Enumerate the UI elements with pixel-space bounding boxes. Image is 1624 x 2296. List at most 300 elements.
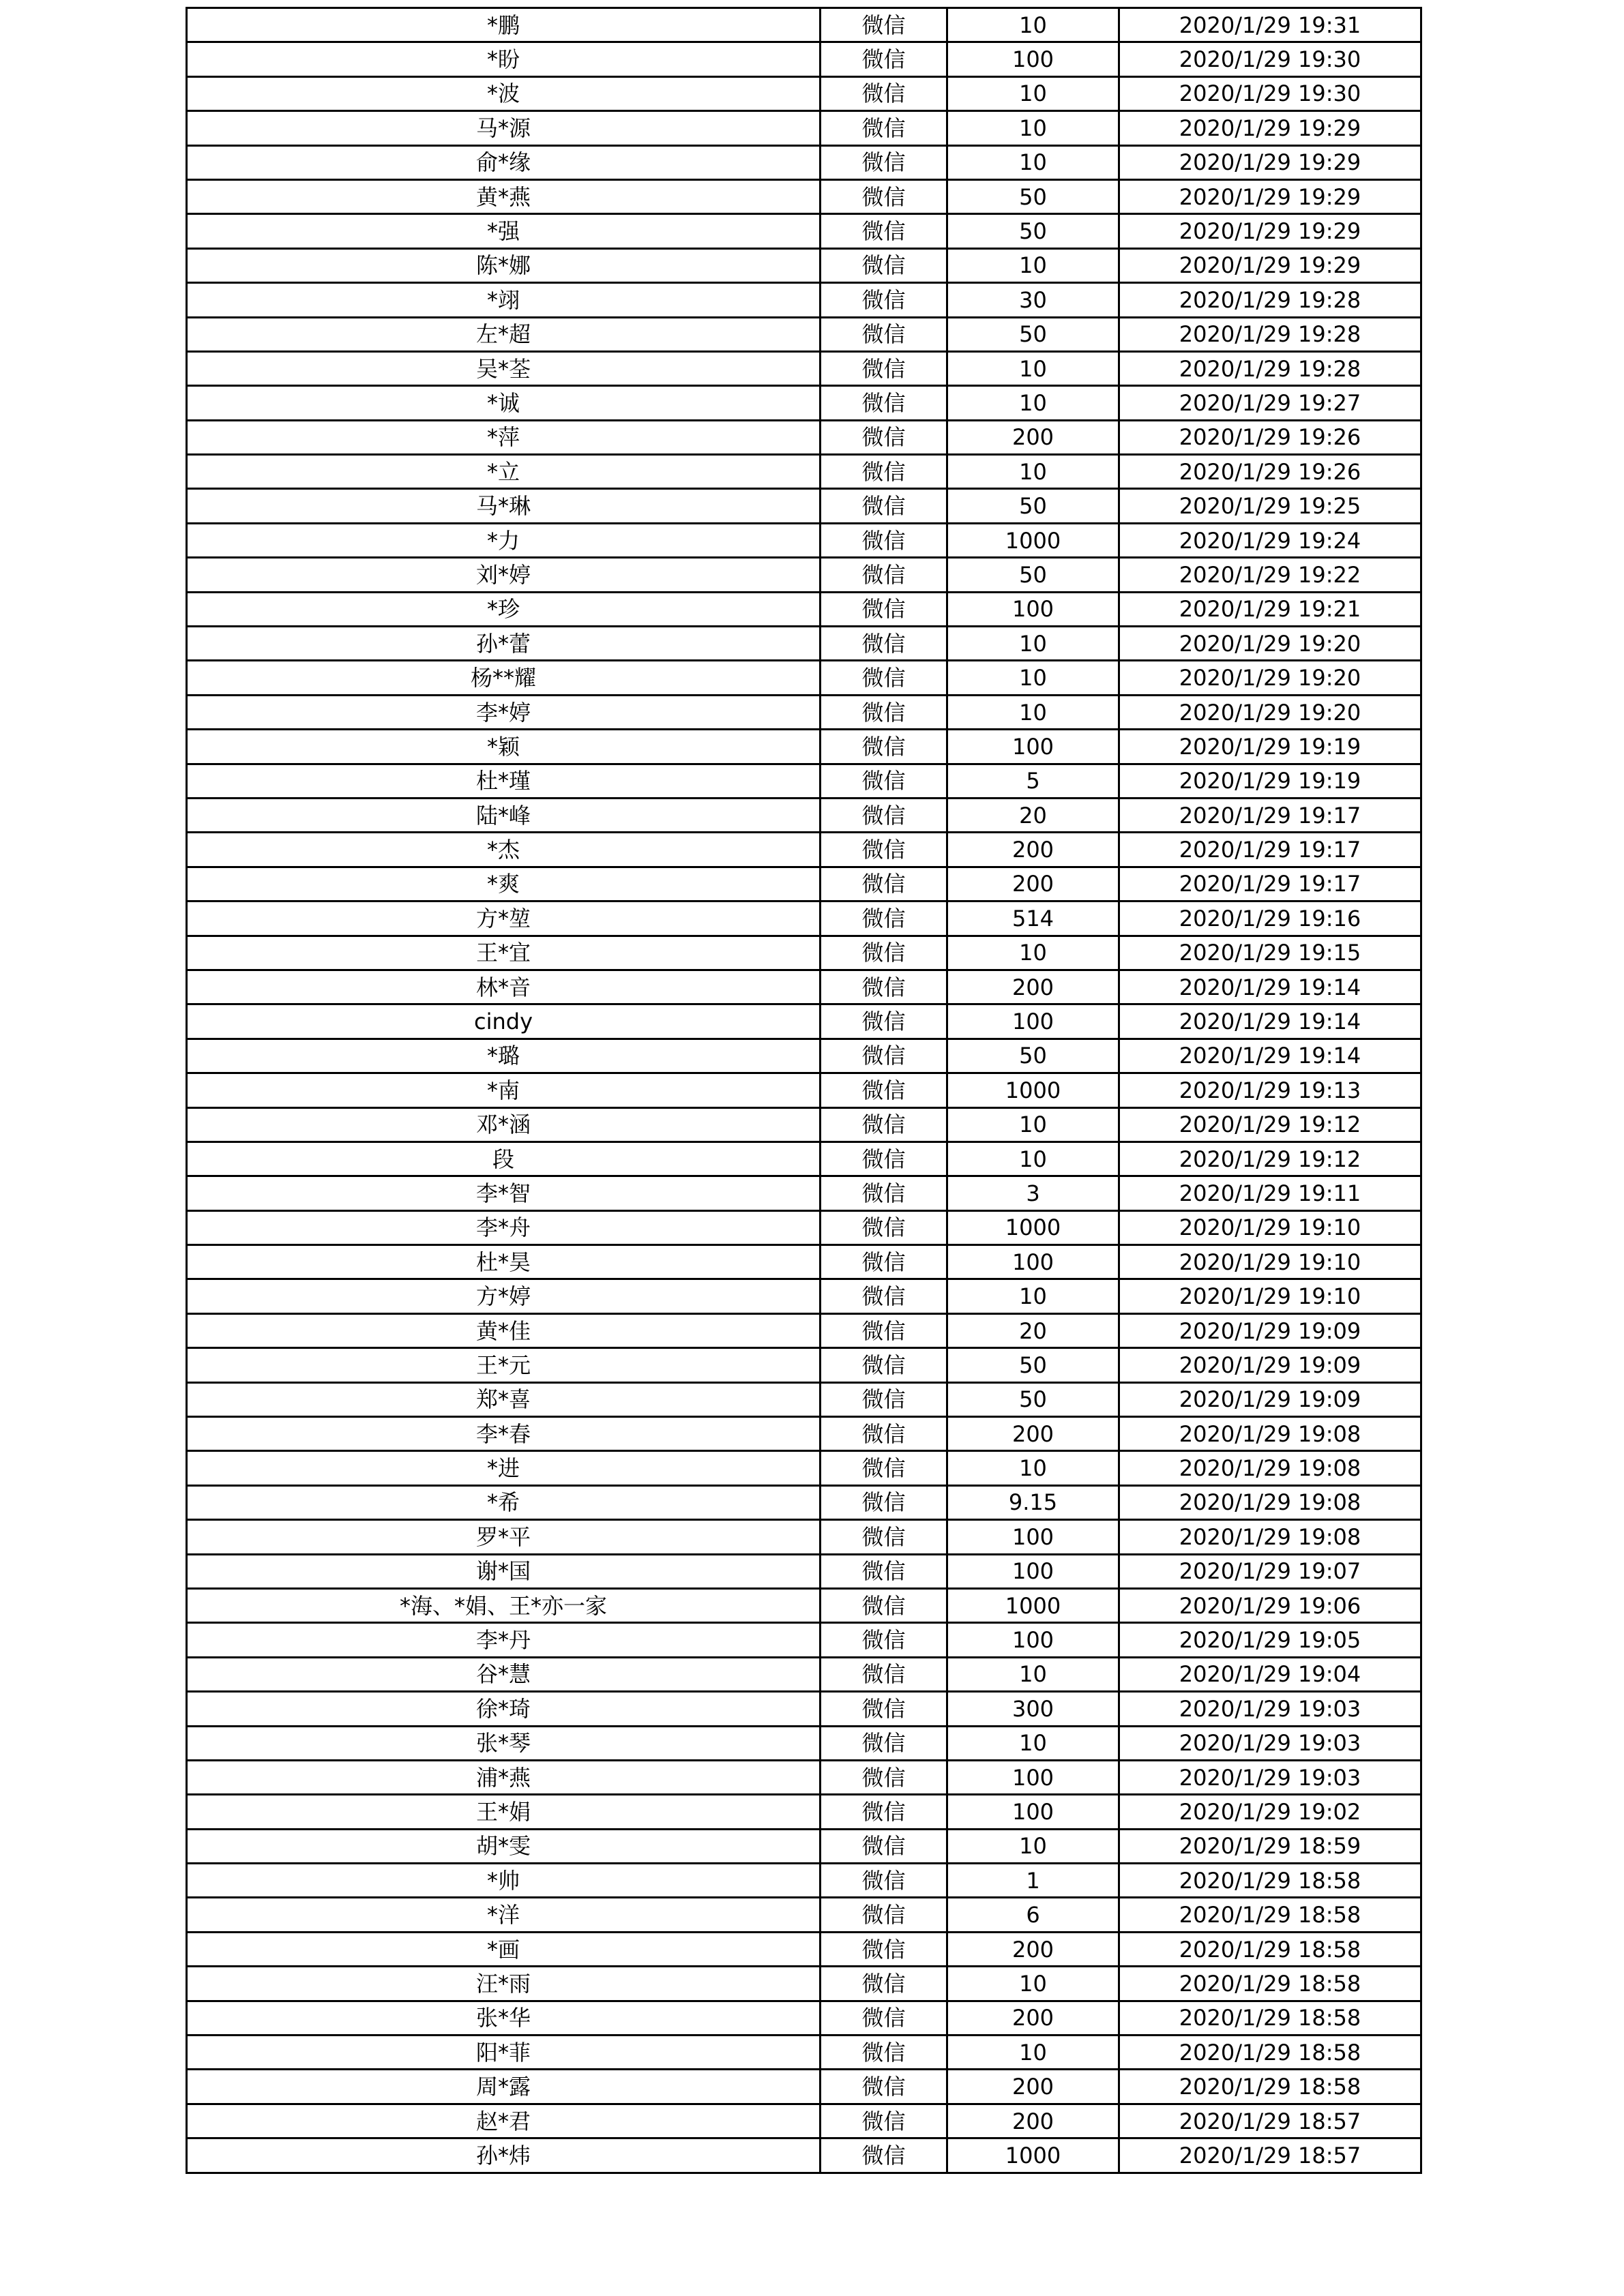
donor-name-cell: 阳*菲 bbox=[187, 2036, 821, 2070]
payment-method-cell: 微信 bbox=[821, 1932, 947, 1966]
table-row bbox=[187, 1657, 1421, 1691]
donor-name-cell: *希 bbox=[187, 1485, 821, 1519]
amount-cell: 100 bbox=[947, 1554, 1119, 1588]
table-row bbox=[187, 1588, 1421, 1622]
payment-method-cell: 微信 bbox=[821, 248, 947, 282]
table-row bbox=[187, 592, 1421, 626]
amount-cell: 10 bbox=[947, 1451, 1119, 1485]
payment-method-cell: 微信 bbox=[821, 1279, 947, 1313]
payment-method-cell: 微信 bbox=[821, 1382, 947, 1416]
time-cell: 2020/1/29 19:16 bbox=[1119, 901, 1421, 936]
amount-cell: 100 bbox=[947, 1520, 1119, 1554]
payment-method-cell: 微信 bbox=[821, 1520, 947, 1554]
donor-name-cell: 李*婷 bbox=[187, 695, 821, 729]
table-row bbox=[187, 1795, 1421, 1829]
time-cell: 2020/1/29 19:10 bbox=[1119, 1210, 1421, 1244]
table-row bbox=[187, 1760, 1421, 1794]
time-cell: 2020/1/29 19:04 bbox=[1119, 1657, 1421, 1691]
table-row bbox=[187, 42, 1421, 76]
payment-method-cell: 微信 bbox=[821, 2138, 947, 2173]
table-row bbox=[187, 1485, 1421, 1519]
amount-cell: 200 bbox=[947, 2070, 1119, 2104]
table-row bbox=[187, 1004, 1421, 1039]
table-row bbox=[187, 2036, 1421, 2070]
time-cell: 2020/1/29 19:24 bbox=[1119, 523, 1421, 557]
table-row bbox=[187, 523, 1421, 557]
donor-name-cell: 谷*慧 bbox=[187, 1657, 821, 1691]
amount-cell: 100 bbox=[947, 1623, 1119, 1657]
donor-name-cell: 孙*炜 bbox=[187, 2138, 821, 2173]
payment-method-cell: 微信 bbox=[821, 1417, 947, 1451]
time-cell: 2020/1/29 19:30 bbox=[1119, 76, 1421, 110]
table-row bbox=[187, 1451, 1421, 1485]
time-cell: 2020/1/29 19:19 bbox=[1119, 730, 1421, 764]
payment-method-cell: 微信 bbox=[821, 970, 947, 1004]
payment-method-cell: 微信 bbox=[821, 833, 947, 867]
payment-method-cell: 微信 bbox=[821, 1039, 947, 1073]
amount-cell: 50 bbox=[947, 558, 1119, 592]
table-row bbox=[187, 455, 1421, 489]
time-cell: 2020/1/29 18:58 bbox=[1119, 2001, 1421, 2035]
amount-cell: 20 bbox=[947, 1313, 1119, 1347]
amount-cell: 200 bbox=[947, 2104, 1119, 2138]
amount-cell: 10 bbox=[947, 936, 1119, 970]
amount-cell: 9.15 bbox=[947, 1485, 1119, 1519]
time-cell: 2020/1/29 19:20 bbox=[1119, 661, 1421, 695]
time-cell: 2020/1/29 19:27 bbox=[1119, 386, 1421, 420]
donor-name-cell: *波 bbox=[187, 76, 821, 110]
donor-name-cell: 吴*荃 bbox=[187, 351, 821, 385]
time-cell: 2020/1/29 19:08 bbox=[1119, 1520, 1421, 1554]
table-row bbox=[187, 420, 1421, 454]
payment-method-cell: 微信 bbox=[821, 592, 947, 626]
amount-cell: 30 bbox=[947, 283, 1119, 317]
payment-method-cell: 微信 bbox=[821, 214, 947, 248]
donor-name-cell: 孙*蕾 bbox=[187, 627, 821, 661]
payment-method-cell: 微信 bbox=[821, 1760, 947, 1794]
donation-table bbox=[186, 7, 1422, 2174]
payment-method-cell: 微信 bbox=[821, 2036, 947, 2070]
amount-cell: 1000 bbox=[947, 2138, 1119, 2173]
amount-cell: 1000 bbox=[947, 523, 1119, 557]
donor-name-cell: 马*源 bbox=[187, 111, 821, 145]
table-row bbox=[187, 901, 1421, 936]
amount-cell: 300 bbox=[947, 1692, 1119, 1726]
donor-name-cell: *力 bbox=[187, 523, 821, 557]
donor-name-cell: 赵*君 bbox=[187, 2104, 821, 2138]
amount-cell: 50 bbox=[947, 1039, 1119, 1073]
table-row bbox=[187, 1932, 1421, 1966]
donor-name-cell: 李*智 bbox=[187, 1176, 821, 1210]
amount-cell: 100 bbox=[947, 1760, 1119, 1794]
table-row bbox=[187, 1176, 1421, 1210]
table-row bbox=[187, 936, 1421, 970]
payment-method-cell: 微信 bbox=[821, 2001, 947, 2035]
table-row bbox=[187, 1967, 1421, 2001]
table-row bbox=[187, 1726, 1421, 1760]
donor-name-cell: 林*音 bbox=[187, 970, 821, 1004]
time-cell: 2020/1/29 18:58 bbox=[1119, 1967, 1421, 2001]
amount-cell: 100 bbox=[947, 1004, 1119, 1039]
payment-method-cell: 微信 bbox=[821, 730, 947, 764]
donor-name-cell: *璐 bbox=[187, 1039, 821, 1073]
table-row bbox=[187, 386, 1421, 420]
donor-name-cell: 陆*峰 bbox=[187, 798, 821, 832]
table-row bbox=[187, 8, 1421, 42]
amount-cell: 10 bbox=[947, 1657, 1119, 1691]
time-cell: 2020/1/29 19:20 bbox=[1119, 695, 1421, 729]
amount-cell: 10 bbox=[947, 1967, 1119, 2001]
amount-cell: 1000 bbox=[947, 1210, 1119, 1244]
amount-cell: 10 bbox=[947, 248, 1119, 282]
amount-cell: 100 bbox=[947, 1795, 1119, 1829]
amount-cell: 10 bbox=[947, 8, 1119, 42]
donor-name-cell: 方*婷 bbox=[187, 1279, 821, 1313]
amount-cell: 6 bbox=[947, 1898, 1119, 1932]
payment-method-cell: 微信 bbox=[821, 489, 947, 523]
time-cell: 2020/1/29 19:29 bbox=[1119, 111, 1421, 145]
payment-method-cell: 微信 bbox=[821, 76, 947, 110]
donor-name-cell: 王*娟 bbox=[187, 1795, 821, 1829]
donor-name-cell: 李*舟 bbox=[187, 1210, 821, 1244]
donor-name-cell: 左*超 bbox=[187, 317, 821, 351]
time-cell: 2020/1/29 19:12 bbox=[1119, 1107, 1421, 1142]
time-cell: 2020/1/29 19:29 bbox=[1119, 179, 1421, 213]
amount-cell: 50 bbox=[947, 489, 1119, 523]
amount-cell: 1 bbox=[947, 1864, 1119, 1898]
amount-cell: 50 bbox=[947, 214, 1119, 248]
amount-cell: 1000 bbox=[947, 1073, 1119, 1107]
time-cell: 2020/1/29 19:29 bbox=[1119, 145, 1421, 179]
payment-method-cell: 微信 bbox=[821, 386, 947, 420]
amount-cell: 10 bbox=[947, 1726, 1119, 1760]
time-cell: 2020/1/29 19:28 bbox=[1119, 351, 1421, 385]
amount-cell: 50 bbox=[947, 1382, 1119, 1416]
donor-name-cell: *画 bbox=[187, 1932, 821, 1966]
table-row bbox=[187, 283, 1421, 317]
table-row bbox=[187, 1554, 1421, 1588]
donor-name-cell: 俞*缘 bbox=[187, 145, 821, 179]
donor-name-cell: 杜*瑾 bbox=[187, 764, 821, 798]
payment-method-cell: 微信 bbox=[821, 1588, 947, 1622]
donor-name-cell: *洋 bbox=[187, 1898, 821, 1932]
payment-method-cell: 微信 bbox=[821, 1073, 947, 1107]
amount-cell: 3 bbox=[947, 1176, 1119, 1210]
time-cell: 2020/1/29 19:20 bbox=[1119, 627, 1421, 661]
payment-method-cell: 微信 bbox=[821, 1245, 947, 1279]
time-cell: 2020/1/29 19:03 bbox=[1119, 1692, 1421, 1726]
amount-cell: 10 bbox=[947, 145, 1119, 179]
time-cell: 2020/1/29 18:58 bbox=[1119, 1932, 1421, 1966]
table-row bbox=[187, 970, 1421, 1004]
table-row bbox=[187, 76, 1421, 110]
time-cell: 2020/1/29 19:19 bbox=[1119, 764, 1421, 798]
time-cell: 2020/1/29 19:14 bbox=[1119, 1039, 1421, 1073]
amount-cell: 10 bbox=[947, 695, 1119, 729]
donor-name-cell: 王*元 bbox=[187, 1348, 821, 1382]
table-row bbox=[187, 627, 1421, 661]
donor-name-cell: 李*春 bbox=[187, 1417, 821, 1451]
donor-name-cell: 郑*喜 bbox=[187, 1382, 821, 1416]
amount-cell: 10 bbox=[947, 1279, 1119, 1313]
payment-method-cell: 微信 bbox=[821, 936, 947, 970]
table-row bbox=[187, 1898, 1421, 1932]
donor-name-cell: *南 bbox=[187, 1073, 821, 1107]
donor-name-cell: 杨**耀 bbox=[187, 661, 821, 695]
time-cell: 2020/1/29 18:59 bbox=[1119, 1829, 1421, 1863]
time-cell: 2020/1/29 18:58 bbox=[1119, 1864, 1421, 1898]
table-row bbox=[187, 558, 1421, 592]
time-cell: 2020/1/29 19:26 bbox=[1119, 455, 1421, 489]
table-row bbox=[187, 111, 1421, 145]
table-row bbox=[187, 2001, 1421, 2035]
amount-cell: 200 bbox=[947, 867, 1119, 901]
time-cell: 2020/1/29 19:02 bbox=[1119, 1795, 1421, 1829]
payment-method-cell: 微信 bbox=[821, 1142, 947, 1176]
donor-name-cell: 陈*娜 bbox=[187, 248, 821, 282]
payment-method-cell: 微信 bbox=[821, 42, 947, 76]
table-row bbox=[187, 2070, 1421, 2104]
payment-method-cell: 微信 bbox=[821, 1004, 947, 1039]
donor-name-cell: 刘*婷 bbox=[187, 558, 821, 592]
payment-method-cell: 微信 bbox=[821, 764, 947, 798]
donor-name-cell: 马*琳 bbox=[187, 489, 821, 523]
table-row bbox=[187, 1348, 1421, 1382]
amount-cell: 100 bbox=[947, 1245, 1119, 1279]
payment-method-cell: 微信 bbox=[821, 867, 947, 901]
table-row bbox=[187, 661, 1421, 695]
donor-name-cell: 方*堃 bbox=[187, 901, 821, 936]
time-cell: 2020/1/29 19:17 bbox=[1119, 867, 1421, 901]
donor-name-cell: 黄*佳 bbox=[187, 1313, 821, 1347]
time-cell: 2020/1/29 19:31 bbox=[1119, 8, 1421, 42]
amount-cell: 100 bbox=[947, 730, 1119, 764]
payment-method-cell: 微信 bbox=[821, 1451, 947, 1485]
payment-method-cell: 微信 bbox=[821, 1726, 947, 1760]
donor-name-cell: 杜*昊 bbox=[187, 1245, 821, 1279]
table-row bbox=[187, 1142, 1421, 1176]
time-cell: 2020/1/29 19:17 bbox=[1119, 833, 1421, 867]
time-cell: 2020/1/29 18:58 bbox=[1119, 1898, 1421, 1932]
time-cell: 2020/1/29 19:08 bbox=[1119, 1485, 1421, 1519]
amount-cell: 10 bbox=[947, 1142, 1119, 1176]
time-cell: 2020/1/29 19:03 bbox=[1119, 1726, 1421, 1760]
donor-name-cell: *珍 bbox=[187, 592, 821, 626]
payment-method-cell: 微信 bbox=[821, 1657, 947, 1691]
time-cell: 2020/1/29 19:06 bbox=[1119, 1588, 1421, 1622]
amount-cell: 10 bbox=[947, 627, 1119, 661]
donor-name-cell: 汪*雨 bbox=[187, 1967, 821, 2001]
time-cell: 2020/1/29 18:57 bbox=[1119, 2138, 1421, 2173]
table-row bbox=[187, 1417, 1421, 1451]
amount-cell: 10 bbox=[947, 455, 1119, 489]
payment-method-cell: 微信 bbox=[821, 420, 947, 454]
time-cell: 2020/1/29 18:58 bbox=[1119, 2036, 1421, 2070]
payment-method-cell: 微信 bbox=[821, 523, 947, 557]
table-body bbox=[187, 8, 1421, 2173]
time-cell: 2020/1/29 18:58 bbox=[1119, 2070, 1421, 2104]
table-row bbox=[187, 1829, 1421, 1863]
payment-method-cell: 微信 bbox=[821, 1485, 947, 1519]
payment-method-cell: 微信 bbox=[821, 1829, 947, 1863]
donor-name-cell: 王*宜 bbox=[187, 936, 821, 970]
amount-cell: 1000 bbox=[947, 1588, 1119, 1622]
donor-name-cell: *立 bbox=[187, 455, 821, 489]
payment-method-cell: 微信 bbox=[821, 1692, 947, 1726]
payment-method-cell: 微信 bbox=[821, 1210, 947, 1244]
amount-cell: 514 bbox=[947, 901, 1119, 936]
payment-method-cell: 微信 bbox=[821, 1898, 947, 1932]
time-cell: 2020/1/29 19:13 bbox=[1119, 1073, 1421, 1107]
time-cell: 2020/1/29 19:05 bbox=[1119, 1623, 1421, 1657]
donor-name-cell: *强 bbox=[187, 214, 821, 248]
amount-cell: 10 bbox=[947, 1107, 1119, 1142]
donor-name-cell: *杰 bbox=[187, 833, 821, 867]
payment-method-cell: 微信 bbox=[821, 1795, 947, 1829]
payment-method-cell: 微信 bbox=[821, 1107, 947, 1142]
amount-cell: 50 bbox=[947, 317, 1119, 351]
amount-cell: 50 bbox=[947, 179, 1119, 213]
donor-name-cell: *翊 bbox=[187, 283, 821, 317]
payment-method-cell: 微信 bbox=[821, 455, 947, 489]
table-row bbox=[187, 1039, 1421, 1073]
time-cell: 2020/1/29 19:12 bbox=[1119, 1142, 1421, 1176]
time-cell: 2020/1/29 19:29 bbox=[1119, 214, 1421, 248]
payment-method-cell: 微信 bbox=[821, 1313, 947, 1347]
time-cell: 2020/1/29 19:07 bbox=[1119, 1554, 1421, 1588]
table-row bbox=[187, 764, 1421, 798]
table-row bbox=[187, 695, 1421, 729]
donor-name-cell: 李*丹 bbox=[187, 1623, 821, 1657]
amount-cell: 10 bbox=[947, 111, 1119, 145]
table-row bbox=[187, 489, 1421, 523]
table-row bbox=[187, 1692, 1421, 1726]
amount-cell: 200 bbox=[947, 1932, 1119, 1966]
donor-name-cell: 谢*国 bbox=[187, 1554, 821, 1588]
amount-cell: 10 bbox=[947, 661, 1119, 695]
donor-name-cell: 黄*燕 bbox=[187, 179, 821, 213]
time-cell: 2020/1/29 19:29 bbox=[1119, 248, 1421, 282]
donor-name-cell: *萍 bbox=[187, 420, 821, 454]
payment-method-cell: 微信 bbox=[821, 2104, 947, 2138]
donor-name-cell: 张*琴 bbox=[187, 1726, 821, 1760]
table-row bbox=[187, 1279, 1421, 1313]
donor-name-cell: 胡*雯 bbox=[187, 1829, 821, 1863]
payment-method-cell: 微信 bbox=[821, 901, 947, 936]
payment-method-cell: 微信 bbox=[821, 1176, 947, 1210]
amount-cell: 10 bbox=[947, 76, 1119, 110]
table-row bbox=[187, 1245, 1421, 1279]
amount-cell: 100 bbox=[947, 592, 1119, 626]
amount-cell: 10 bbox=[947, 2036, 1119, 2070]
table-row bbox=[187, 2138, 1421, 2173]
time-cell: 2020/1/29 19:30 bbox=[1119, 42, 1421, 76]
time-cell: 2020/1/29 18:57 bbox=[1119, 2104, 1421, 2138]
table-row bbox=[187, 179, 1421, 213]
amount-cell: 10 bbox=[947, 351, 1119, 385]
donor-name-cell: 段 bbox=[187, 1142, 821, 1176]
payment-method-cell: 微信 bbox=[821, 1967, 947, 2001]
payment-method-cell: 微信 bbox=[821, 661, 947, 695]
payment-method-cell: 微信 bbox=[821, 145, 947, 179]
amount-cell: 10 bbox=[947, 386, 1119, 420]
amount-cell: 200 bbox=[947, 2001, 1119, 2035]
payment-method-cell: 微信 bbox=[821, 558, 947, 592]
donor-name-cell: *爽 bbox=[187, 867, 821, 901]
time-cell: 2020/1/29 19:11 bbox=[1119, 1176, 1421, 1210]
amount-cell: 50 bbox=[947, 1348, 1119, 1382]
time-cell: 2020/1/29 19:21 bbox=[1119, 592, 1421, 626]
amount-cell: 200 bbox=[947, 970, 1119, 1004]
donor-name-cell: *诚 bbox=[187, 386, 821, 420]
table-row bbox=[187, 2104, 1421, 2138]
amount-cell: 200 bbox=[947, 833, 1119, 867]
payment-method-cell: 微信 bbox=[821, 627, 947, 661]
time-cell: 2020/1/29 19:28 bbox=[1119, 283, 1421, 317]
table-row bbox=[187, 317, 1421, 351]
payment-method-cell: 微信 bbox=[821, 798, 947, 832]
table-row bbox=[187, 1073, 1421, 1107]
donor-name-cell: *颖 bbox=[187, 730, 821, 764]
donor-name-cell: 周*露 bbox=[187, 2070, 821, 2104]
amount-cell: 10 bbox=[947, 1829, 1119, 1863]
donor-name-cell: 罗*平 bbox=[187, 1520, 821, 1554]
payment-method-cell: 微信 bbox=[821, 179, 947, 213]
table-row bbox=[187, 1520, 1421, 1554]
time-cell: 2020/1/29 19:08 bbox=[1119, 1417, 1421, 1451]
payment-method-cell: 微信 bbox=[821, 317, 947, 351]
table-row bbox=[187, 351, 1421, 385]
time-cell: 2020/1/29 19:28 bbox=[1119, 317, 1421, 351]
donor-name-cell: cindy bbox=[187, 1004, 821, 1039]
time-cell: 2020/1/29 19:22 bbox=[1119, 558, 1421, 592]
payment-method-cell: 微信 bbox=[821, 1623, 947, 1657]
table-row bbox=[187, 730, 1421, 764]
time-cell: 2020/1/29 19:10 bbox=[1119, 1279, 1421, 1313]
payment-method-cell: 微信 bbox=[821, 2070, 947, 2104]
time-cell: 2020/1/29 19:09 bbox=[1119, 1313, 1421, 1347]
time-cell: 2020/1/29 19:14 bbox=[1119, 1004, 1421, 1039]
table-row bbox=[187, 798, 1421, 832]
time-cell: 2020/1/29 19:10 bbox=[1119, 1245, 1421, 1279]
donor-name-cell: *帅 bbox=[187, 1864, 821, 1898]
table-row bbox=[187, 1382, 1421, 1416]
payment-method-cell: 微信 bbox=[821, 8, 947, 42]
payment-method-cell: 微信 bbox=[821, 1348, 947, 1382]
donor-name-cell: *鹏 bbox=[187, 8, 821, 42]
payment-method-cell: 微信 bbox=[821, 283, 947, 317]
time-cell: 2020/1/29 19:26 bbox=[1119, 420, 1421, 454]
table-row bbox=[187, 1107, 1421, 1142]
donor-name-cell: *海、*娟、王*亦一家 bbox=[187, 1588, 821, 1622]
table-row bbox=[187, 214, 1421, 248]
donor-name-cell: 徐*琦 bbox=[187, 1692, 821, 1726]
time-cell: 2020/1/29 19:17 bbox=[1119, 798, 1421, 832]
time-cell: 2020/1/29 19:25 bbox=[1119, 489, 1421, 523]
time-cell: 2020/1/29 19:14 bbox=[1119, 970, 1421, 1004]
table-row bbox=[187, 1210, 1421, 1244]
time-cell: 2020/1/29 19:03 bbox=[1119, 1760, 1421, 1794]
amount-cell: 100 bbox=[947, 42, 1119, 76]
donor-name-cell: 浦*燕 bbox=[187, 1760, 821, 1794]
table-row bbox=[187, 1623, 1421, 1657]
amount-cell: 20 bbox=[947, 798, 1119, 832]
table-row bbox=[187, 248, 1421, 282]
time-cell: 2020/1/29 19:08 bbox=[1119, 1451, 1421, 1485]
payment-method-cell: 微信 bbox=[821, 695, 947, 729]
amount-cell: 5 bbox=[947, 764, 1119, 798]
time-cell: 2020/1/29 19:09 bbox=[1119, 1382, 1421, 1416]
